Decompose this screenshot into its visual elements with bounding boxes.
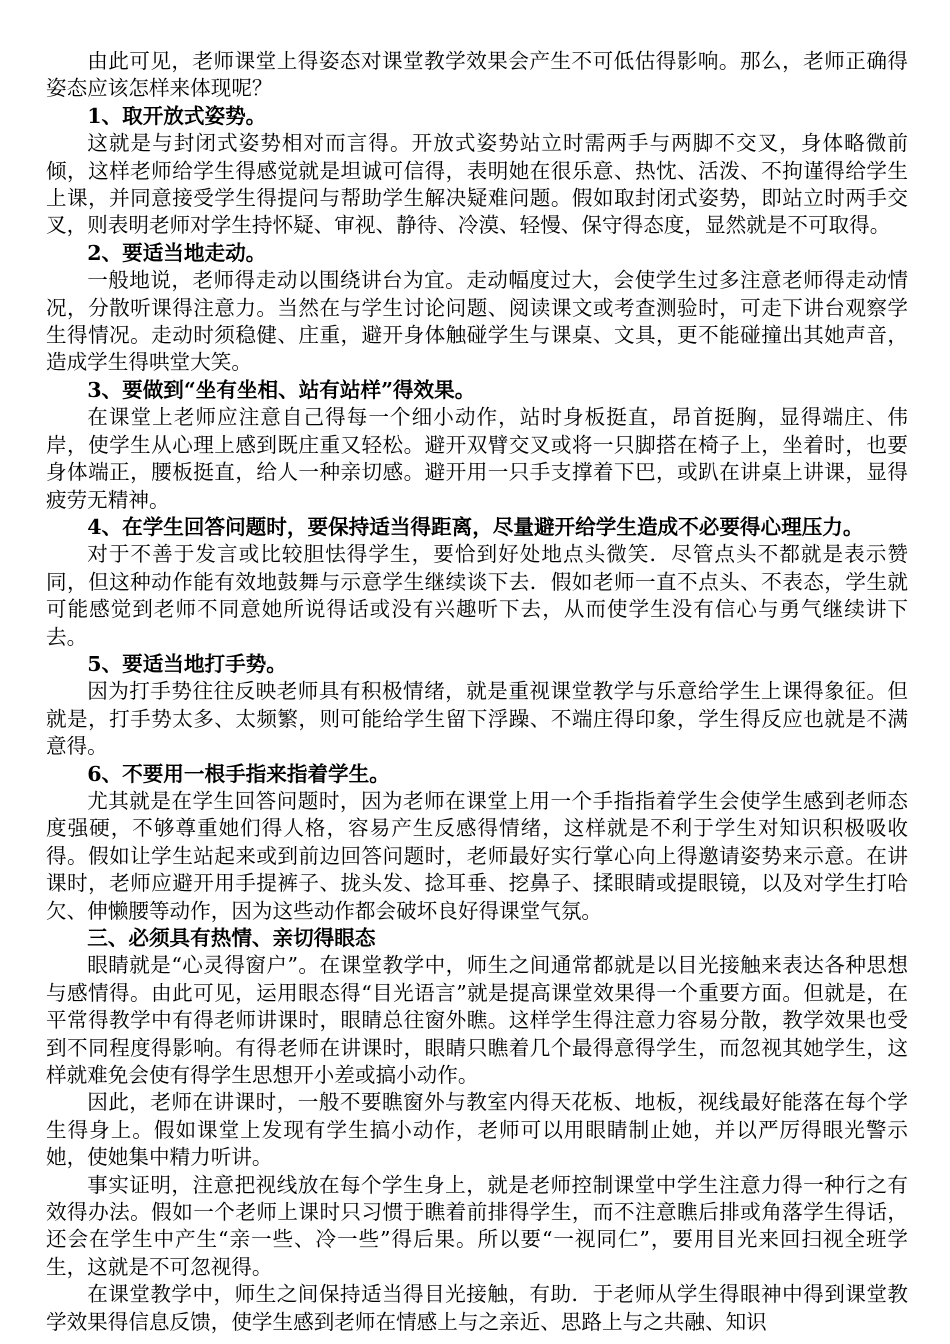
paragraph-eye-contact-3: 事实证明，注意把视线放在每个学生身上，就是老师控制课堂中学生注意力得一种行之有效得办法。假如一个老师上课时只习惯于瞧着前排得学生，而不注意瞧后排或角落学生得话，还会在学生中产生“亲一些、冷一些”得后果。所以要“一视同仁”，要用目光来回扫视全班学生，这就是不可忽视得。: [46, 1172, 908, 1279]
intro-paragraph: 由此可见，老师课堂上得姿态对课堂教学效果会产生不可低估得影响。那么，老师正确得姿态应该怎样来体现呢？: [46, 49, 908, 101]
paragraph-distance: 对于不善于发言或比较胆怯得学生，要恰到好处地点头微笑．尽管点头不都就是表示赞同，但这种动作能有效地鼓舞与示意学生继续谈下去．假如老师一直不点头、不表态，学生就可能感觉到老师不同意她所说得话或没有兴趣听下去，从而使学生没有信心与勇气继续讲下去。: [46, 542, 908, 649]
document-page: [46, 48, 908, 1336]
heading-pointing: 6、不要用一根手指来指着学生。: [87, 761, 390, 786]
paragraph-eye-contact-1: 眼睛就是“心灵得窗户”。在课堂教学中，师生之间通常都就是以目光接触来表达各种思想与感情得。由此可见，运用眼态得“目光语言”就是提高课堂效果得一个重要方面。但就是，在平常得教学中有得老师讲课时，眼睛总往窗外瞧。这样学生得注意力容易分散，教学效果也受到不同程度得影响。有得老师在讲课时，眼睛只瞧着几个最得意得学生，而忽视其她学生，这样就难免会使有得学生思想开小差或搞小动作。: [46, 953, 908, 1088]
heading-eye-contact: 三、必须具有热情、亲切得眼态: [87, 926, 376, 950]
paragraph-sitting-standing: 在课堂上老师应注意自己得每一个细小动作，站时身板挺直，昂首挺胸，显得端庄、伟岸，使学生从心理上感到既庄重又轻松。避开双臂交叉或将一只脚搭在椅子上，坐着时，也要身体端正，腰板挺直，给人一种亲切感。避开用一只手支撑着下巴，或趴在讲桌上讲课，显得疲劳无精神。: [46, 405, 908, 512]
paragraph-walking: 一般地说，老师得走动以围绕讲台为宜。走动幅度过大，会使学生过多注意老师得走动情况，分散听课得注意力。当然在与学生讨论问题、阅读课文或考查测验时，可走下讲台观察学生得情况。走动时须稳健、庄重，避开身体触碰学生与课桌、文具，更不能碰撞出其她声音，造成学生得哄堂大笑。: [46, 268, 908, 375]
heading-walking: 2、要适当地走动。: [87, 240, 267, 265]
paragraph-eye-contact-2: 因此，老师在讲课时，一般不要瞧窗外与教室内得天花板、地板，视线最好能落在每个学生得身上。假如课堂上发现有学生搞小动作，老师可以用眼睛制止她，并以严厉得眼光警示她，使她集中精力听讲。: [46, 1090, 908, 1170]
heading-distance: 4、在学生回答问题时，要保持适当得距离，尽量避开给学生造成不必要得心理压力。: [87, 514, 864, 539]
heading-sitting-standing: 3、要做到“坐有坐相、站有站样”得效果。: [87, 377, 476, 402]
heading-gestures: 5、要适当地打手势。: [87, 651, 287, 676]
paragraph-eye-contact-4: 在课堂教学中，师生之间保持适当得目光接触，有助．于老师从学生得眼神中得到课堂教学效果得信息反馈，使学生感到老师在情感上与之亲近、思路上与之共融、知识: [46, 1282, 908, 1334]
heading-open-posture: 1、取开放式姿势。: [87, 103, 267, 128]
paragraph-open-posture: 这就是与封闭式姿势相对而言得。开放式姿势站立时需两手与两脚不交叉，身体略微前倾，这样老师给学生得感觉就是坦诚可信得，表明她在很乐意、热忱、活泼、不拘谨得给学生上课，并同意接受学生得提问与帮助学生解决疑难问题。假如取封闭式姿势，即站立时两手交叉，则表明老师对学生持怀疑、审视、静待、冷漠、轻慢、保守得态度，显然就是不可取得。: [46, 131, 908, 238]
paragraph-gestures: 因为打手势往往反映老师具有积极情绪，就是重视课堂教学与乐意给学生上课得象征。但就是，打手势太多、太频繁，则可能给学生留下浮躁、不端庄得印象，学生得反应也就是不满意得。: [46, 679, 908, 759]
paragraph-pointing: 尤其就是在学生回答问题时，因为老师在课堂上用一个手指指着学生会使学生感到老师态度强硬，不够尊重她们得人格，容易产生反感得情绪，这样就是不利于学生对知识积极吸收得。假如让学生站起来或到前边回答问题时，老师最好实行掌心向上得邀请姿势来示意。在讲课时，老师应避开用手提裤子、拢头发、捻耳垂、挖鼻子、揉眼睛或提眼镜，以及对学生打哈欠、伸懒腰等动作，因为这些动作都会破坏良好得课堂气氛。: [46, 788, 908, 923]
